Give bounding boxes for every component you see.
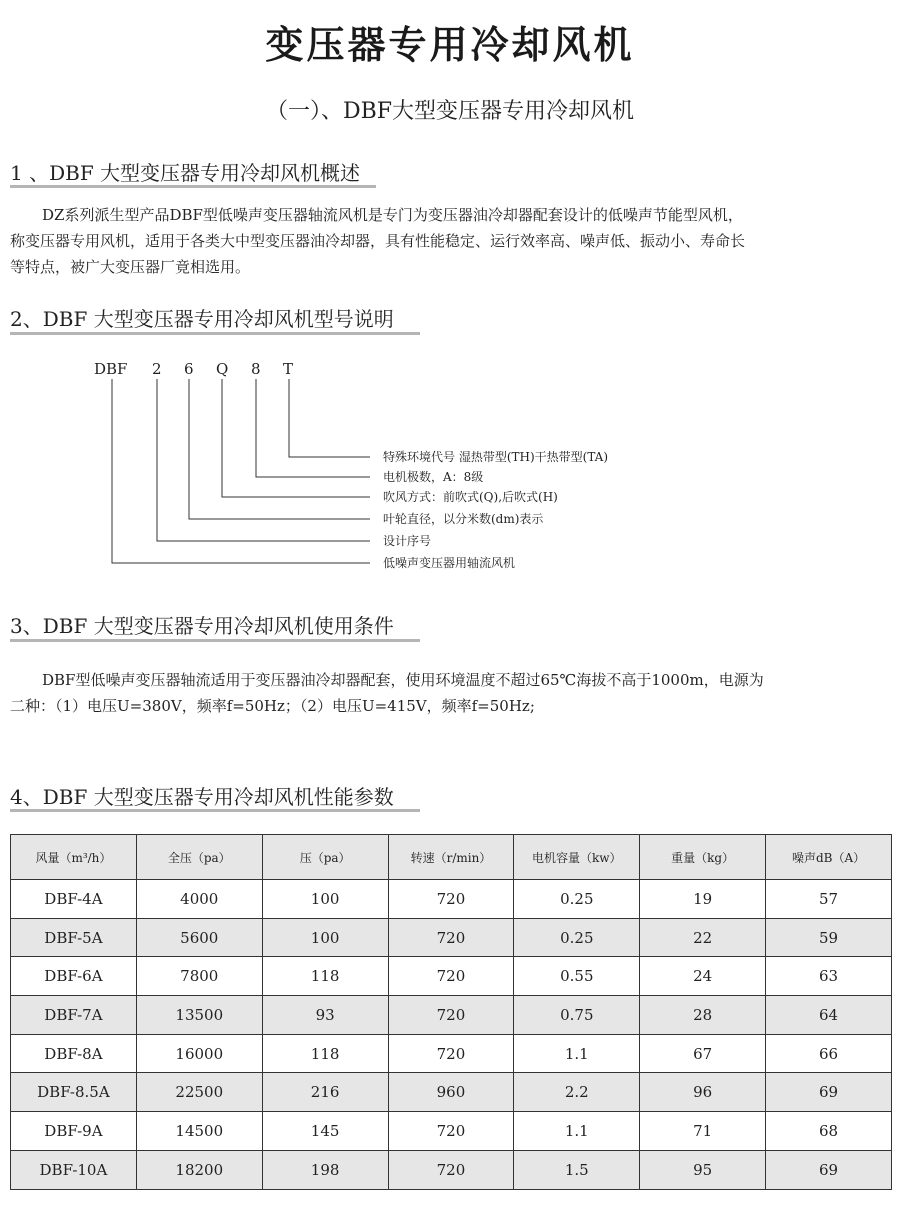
table-cell: 216 — [262, 1073, 388, 1112]
table-cell: 0.25 — [514, 880, 640, 919]
table-cell: 720 — [388, 1112, 514, 1151]
col-header-noise: 噪声dB（A） — [766, 835, 892, 880]
table-row — [11, 1112, 892, 1151]
section-underline — [10, 809, 420, 812]
table-cell: 1.1 — [514, 1034, 640, 1073]
table-cell: 22 — [640, 918, 766, 957]
model-desc-env: 特殊环境代号 湿热带型(TH)干热带型(TA) — [383, 450, 609, 464]
table-cell: 71 — [640, 1112, 766, 1151]
table-cell: 22500 — [136, 1073, 262, 1112]
table-cell: 720 — [388, 1034, 514, 1073]
table-cell: 19 — [640, 880, 766, 919]
table-row — [11, 957, 892, 996]
overview-paragraph — [10, 202, 892, 280]
table-cell: 118 — [262, 1034, 388, 1073]
table-row — [11, 996, 892, 1035]
table-cell: 1.1 — [514, 1112, 640, 1151]
table-cell: DBF-8.5A — [11, 1073, 137, 1112]
table-cell: DBF-5A — [11, 918, 137, 957]
col-header-motor: 电机容量（kw） — [514, 835, 640, 880]
table-cell: 24 — [640, 957, 766, 996]
col-header-speed: 转速（r/min） — [388, 835, 514, 880]
model-code-diameter: 6 — [184, 360, 194, 378]
table-row — [11, 880, 892, 919]
col-header-flow: 风量（m³/h） — [11, 835, 137, 880]
col-header-total-pressure: 全压（pa） — [136, 835, 262, 880]
model-desc-poles: 电机极数，A：8级 — [383, 470, 484, 484]
leader-line — [189, 379, 370, 519]
model-code-blow: Q — [216, 360, 229, 378]
table-cell: 69 — [766, 1073, 892, 1112]
performance-table — [10, 834, 892, 1190]
col-header-weight: 重量（kg） — [640, 835, 766, 880]
section-heading-model: 2、DBF 大型变压器专用冷却风机型号说明 — [10, 307, 394, 331]
table-cell: 198 — [262, 1150, 388, 1189]
table-cell: 145 — [262, 1112, 388, 1151]
table-cell: 960 — [388, 1073, 514, 1112]
table-cell: DBF-6A — [11, 957, 137, 996]
leader-line — [112, 379, 370, 563]
table-cell: 18200 — [136, 1150, 262, 1189]
model-code-poles: 8 — [251, 360, 261, 378]
table-cell: 95 — [640, 1150, 766, 1189]
section-heading-performance: 4、DBF 大型变压器专用冷却风机性能参数 — [10, 785, 394, 809]
table-cell: 16000 — [136, 1034, 262, 1073]
section-heading-overview: 1 、DBF 大型变压器专用冷却风机概述 — [10, 161, 361, 185]
table-cell: 66 — [766, 1034, 892, 1073]
section-underline — [10, 332, 420, 335]
table-cell: 7800 — [136, 957, 262, 996]
section-underline — [10, 185, 376, 188]
table-cell: 5600 — [136, 918, 262, 957]
table-cell: 13500 — [136, 996, 262, 1035]
table-cell: DBF-9A — [11, 1112, 137, 1151]
page-title: 变压器专用冷却风机 — [265, 23, 635, 67]
table-cell: 28 — [640, 996, 766, 1035]
table-cell: 69 — [766, 1150, 892, 1189]
table-cell: 720 — [388, 918, 514, 957]
table-cell: 0.75 — [514, 996, 640, 1035]
table-cell: 0.25 — [514, 918, 640, 957]
conditions-line: 二种：（1）电压U=380V，频率f=50Hz；（2）电压U=415V，频率f=50Hz; — [10, 697, 535, 715]
table-row — [11, 918, 892, 957]
table-cell: 100 — [262, 918, 388, 957]
table-row — [11, 1073, 892, 1112]
table-cell: DBF-8A — [11, 1034, 137, 1073]
model-code-series: DBF — [94, 360, 128, 378]
table-cell: 720 — [388, 957, 514, 996]
table-cell: 720 — [388, 996, 514, 1035]
leader-line — [289, 379, 370, 457]
table-cell: 2.2 — [514, 1073, 640, 1112]
table-row — [11, 1150, 892, 1189]
table-cell: DBF-7A — [11, 996, 137, 1035]
table-cell: DBF-4A — [11, 880, 137, 919]
table-cell: 4000 — [136, 880, 262, 919]
table-cell: 720 — [388, 1150, 514, 1189]
table-cell: 0.55 — [514, 957, 640, 996]
table-cell: 59 — [766, 918, 892, 957]
leader-line — [256, 379, 370, 477]
table-cell: 118 — [262, 957, 388, 996]
overview-line: 称变压器专用风机，适用于各类大中型变压器油冷却器，具有性能稳定、运行效率高、噪声低、振动小、寿命长 — [10, 232, 746, 250]
page-subtitle: （一）、DBF大型变压器专用冷却风机 — [265, 99, 635, 124]
conditions-paragraph — [10, 667, 892, 719]
col-header-pressure: 压（pa） — [262, 835, 388, 880]
table-cell: 720 — [388, 880, 514, 919]
model-code-env: T — [283, 360, 294, 378]
table-cell: 14500 — [136, 1112, 262, 1151]
table-cell: 96 — [640, 1073, 766, 1112]
section-underline — [10, 639, 420, 642]
model-desc-design: 设计序号 — [383, 534, 432, 548]
model-desc-blow: 吹风方式：前吹式(Q),后吹式(H) — [383, 490, 558, 504]
leader-line — [222, 379, 370, 497]
model-code-diagram — [0, 350, 700, 580]
table-cell: 67 — [640, 1034, 766, 1073]
overview-line: DZ系列派生型产品DBF型低噪声变压器轴流风机是专门为变压器油冷却器配套设计的低噪声节能型风机， — [42, 206, 743, 224]
conditions-line: DBF型低噪声变压器轴流适用于变压器油冷却器配套，使用环境温度不超过65℃海拔不高于1000m，电源为 — [42, 671, 764, 689]
table-cell: 63 — [766, 957, 892, 996]
table-cell: 68 — [766, 1112, 892, 1151]
overview-line: 等特点，被广大变压器厂竟相选用。 — [10, 258, 251, 276]
model-desc-diameter: 叶轮直径，以分米数(dm)表示 — [383, 512, 544, 526]
table-cell: 57 — [766, 880, 892, 919]
table-cell: 100 — [262, 880, 388, 919]
table-header-row — [11, 835, 892, 880]
section-heading-conditions: 3、DBF 大型变压器专用冷却风机使用条件 — [10, 614, 394, 638]
model-desc-series: 低噪声变压器用轴流风机 — [383, 556, 516, 570]
table-cell: DBF-10A — [11, 1150, 137, 1189]
table-cell: 93 — [262, 996, 388, 1035]
table-cell: 1.5 — [514, 1150, 640, 1189]
model-code-design: 2 — [152, 360, 162, 378]
table-cell: 64 — [766, 996, 892, 1035]
table-row — [11, 1034, 892, 1073]
